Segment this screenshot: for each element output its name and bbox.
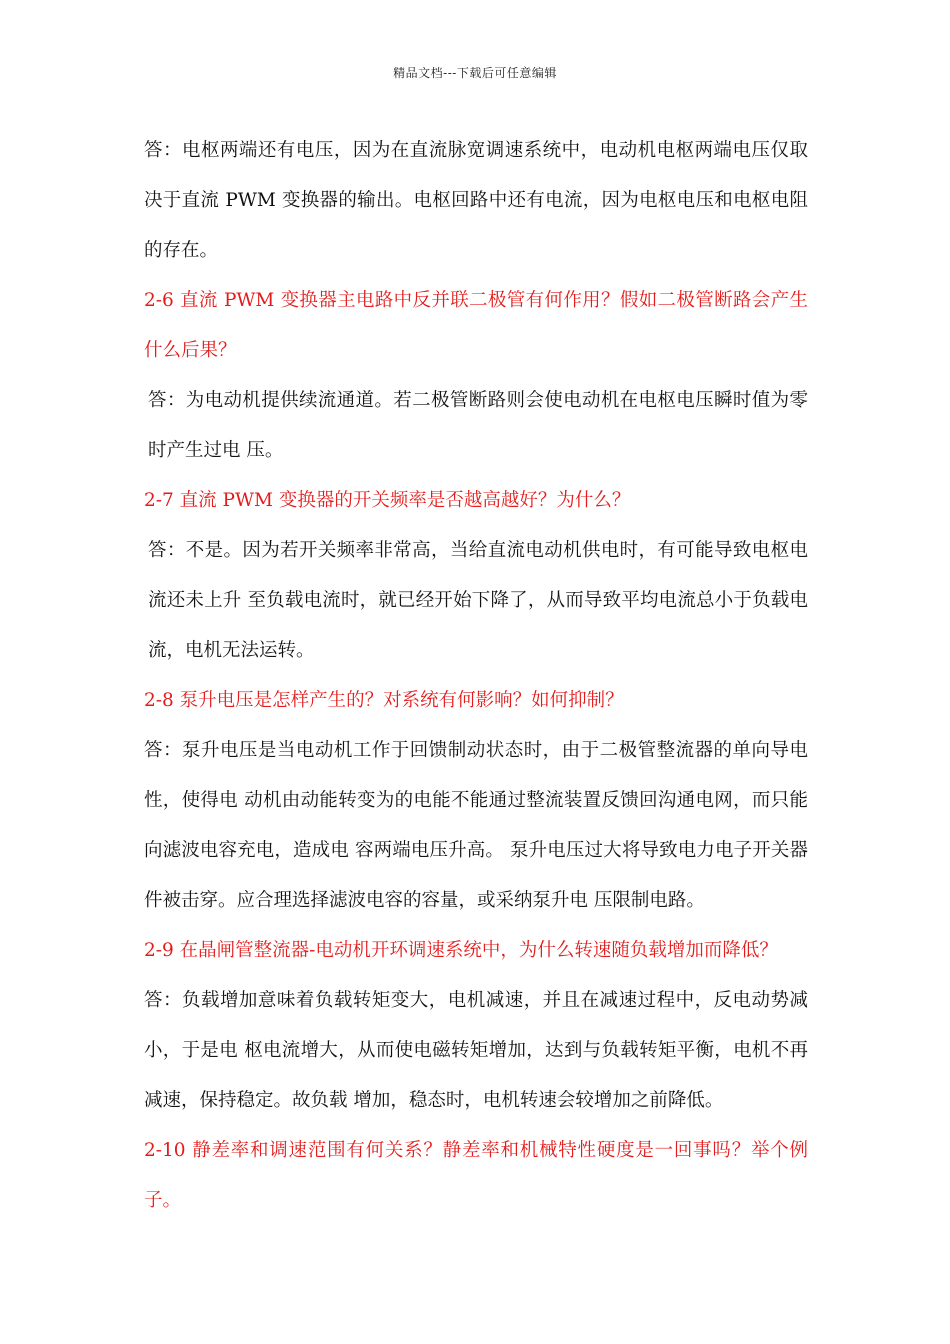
- question-heading: 2-7 直流 PWM 变换器的开关频率是否越高越好？为什么？: [144, 490, 631, 511]
- question-heading: 2-6 直流 PWM 变换器主电路中反并联二极管有何作用？假如二极管断路会产生什么后果？: [144, 290, 808, 361]
- answer-paragraph: 答：为电动机提供续流通道。若二极管断路则会使电动机在电枢电压瞬时值为零时产生过电 压。: [148, 390, 808, 461]
- question-heading: 2-10 静差率和调速范围有何关系？静差率和机械特性硬度是一回事吗？举个例子。: [144, 1140, 808, 1211]
- answer-paragraph: 答：负载增加意味着负载转矩变大，电机减速，并且在减速过程中，反电动势减小，于是电 枢电流增大，从而使电磁转矩增加，达到与负载转矩平衡，电机不再减速，保持稳定。故负载 增加，稳态时，电机转速会较增加之前降低。: [144, 990, 808, 1111]
- page-header: 精品文档---下载后可任意编辑: [393, 66, 557, 80]
- answer-paragraph: 答：泵升电压是当电动机工作于回馈制动状态时，由于二极管整流器的单向导电性，使得电 动机由动能转变为的电能不能通过整流装置反馈回沟通电网，而只能向滤波电容充电，造成电 容两端电压升高。 泵升电压过大将导致电力电子开关器件被击穿。应合理选择滤波电容的容量，或采纳泵升电 压限制电路。: [144, 740, 808, 911]
- answer-paragraph: 答：电枢两端还有电压，因为在直流脉宽调速系统中，电动机电枢两端电压仅取决于直流 PWM 变换器的输出。电枢回路中还有电流，因为电枢电压和电枢电阻的存在。: [144, 140, 808, 261]
- question-heading: 2-9 在晶闸管整流器-电动机开环调速系统中，为什么转速随负载增加而降低？: [144, 940, 778, 961]
- answer-paragraph: 答：不是。因为若开关频率非常高，当给直流电动机供电时，有可能导致电枢电流还未上升 至负载电流时，就已经开始下降了，从而导致平均电流总小于负载电流，电机无法运转。: [148, 540, 808, 661]
- question-heading: 2-8 泵升电压是怎样产生的？对系统有何影响？如何抑制？: [144, 690, 624, 711]
- document-body: [144, 126, 808, 1226]
